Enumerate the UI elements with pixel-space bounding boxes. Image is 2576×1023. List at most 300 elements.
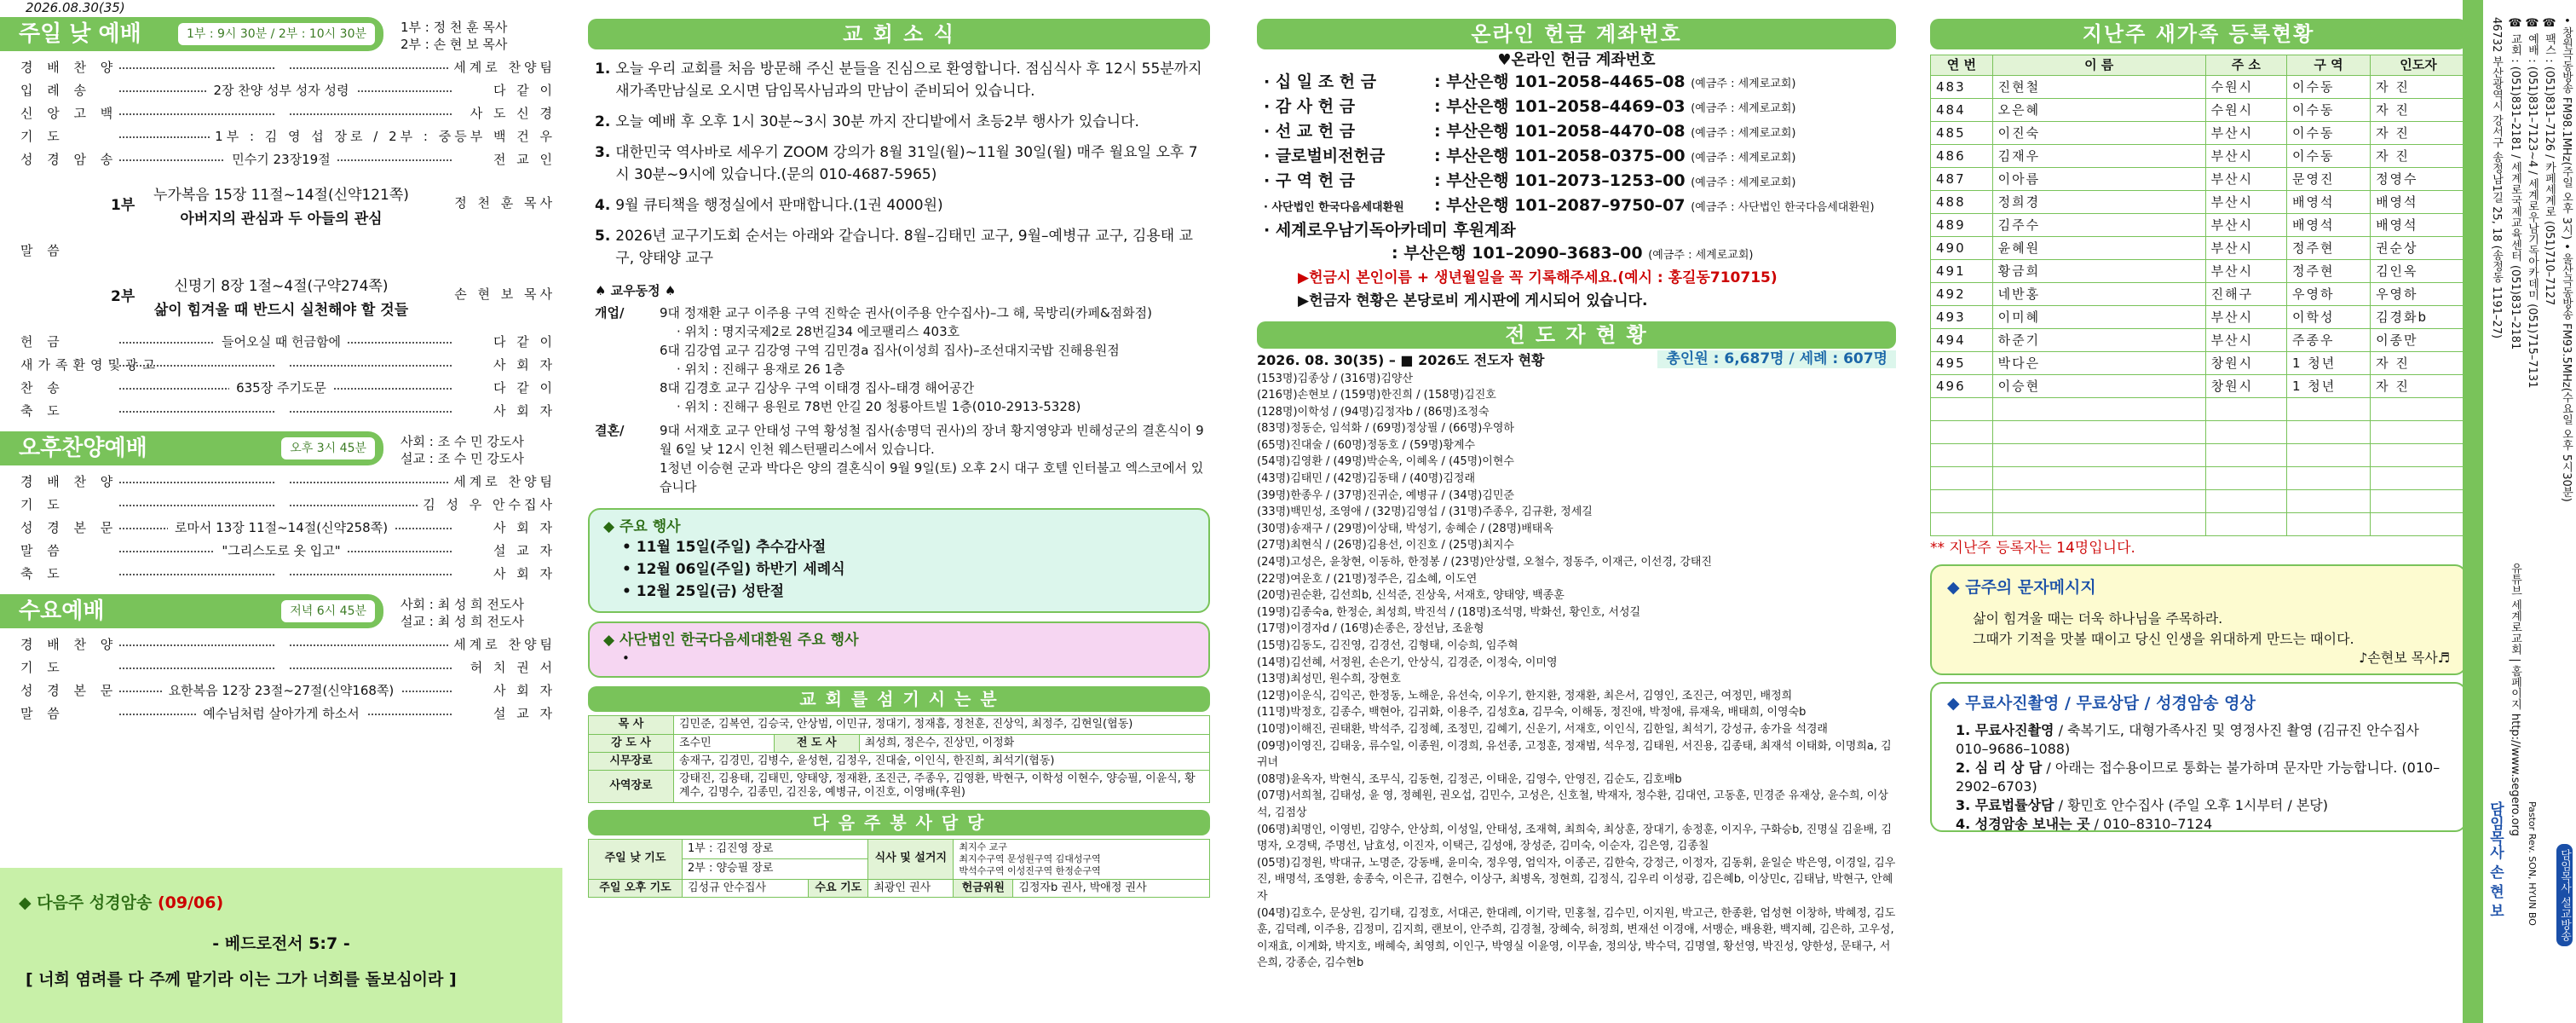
account-name: · 글로벌비전헌금 xyxy=(1264,146,1386,165)
order-content-text xyxy=(274,403,288,419)
table-cell xyxy=(1931,513,1993,536)
academy-bank: : 부산은행 101–2090–3683–00 xyxy=(1392,243,1643,263)
table-cell xyxy=(2205,398,2286,421)
table-cell: 오은혜 xyxy=(1992,99,2205,122)
table-cell: 이종만 xyxy=(2371,329,2467,352)
table-cell: 이승현 xyxy=(1992,375,2205,398)
event-item: • 12월 25일(금) 성탄절 xyxy=(622,583,785,601)
table-cell: 1 청년 xyxy=(2286,352,2370,375)
table-cell: 수원시 xyxy=(2205,99,2286,122)
duty-key: 식사 및 설거지 xyxy=(868,839,954,879)
church-website[interactable]: 유튜브 세계로교회 | 홈페이지 http://www.segero.org xyxy=(2509,563,2521,836)
assoc-box xyxy=(588,621,1210,678)
order-label: 헌 금 xyxy=(20,334,65,350)
table-cell: 492 xyxy=(1931,283,1993,306)
table-cell: 490 xyxy=(1931,237,1993,260)
table-cell: 부산시 xyxy=(2205,214,2286,237)
servers-value: 김민준, 김복연, 김승국, 안상범, 이민규, 정대기, 정재흠, 정천훈, 진상익, 최정주, 김현일(협동) xyxy=(674,716,1210,734)
order-content xyxy=(0,543,562,559)
table-cell: 이진숙 xyxy=(1992,122,2205,145)
opening-line: 9대 정재환 교구 이주용 구역 진학순 권사(이주용 안수집사)–그 해, 묵방리(카페&점화점) xyxy=(660,305,1153,321)
table-cell: 이수동 xyxy=(2286,145,2370,168)
newcomers-note: ** 지난주 등록자는 14명입니다. xyxy=(1930,540,2135,557)
evangelism-line: (10명)이해진, 권태환, 박석주, 김정혜, 조정민, 김혜기, 신운기, 서재호, 이인식, 김한일, 최석기, 강성규, 송가을 석경래 xyxy=(1257,722,1828,736)
table-cell: 부산시 xyxy=(2205,191,2286,214)
order-content xyxy=(0,152,562,168)
table-cell: 김인옥 xyxy=(2371,260,2467,283)
table-row xyxy=(1931,283,2467,306)
table-row xyxy=(1931,214,2467,237)
opening-line: · 위치 : 명지국제2로 28번길34 에코팰리스 403호 xyxy=(677,324,960,339)
sunday-am-title: 주일 낮 예배 xyxy=(19,21,141,47)
column-header: 이 름 xyxy=(1992,55,2205,76)
table-row xyxy=(1931,76,2467,99)
order-row xyxy=(0,563,562,586)
account-owner: (예금주 : 세계로교회) xyxy=(1691,151,1796,165)
table-cell xyxy=(1931,398,1993,421)
evangelism-line: (17명)이경자d / (16명)손종은, 장선남, 조윤형 xyxy=(1257,622,1484,636)
sunday-am-order xyxy=(0,56,562,171)
order-who: 사 도 신 경 xyxy=(465,106,556,122)
duty-meal-line: 최지수구역 문성원구역 김대성구역 xyxy=(959,852,1101,864)
order-label: 말 씀 xyxy=(20,543,65,558)
evangelism-line: (30명)송재구 / (29명)이상태, 박성기, 송혜순 / (28명)배태옥 xyxy=(1257,522,1553,535)
table-cell: 이수동 xyxy=(2286,99,2370,122)
broadcast-badge: 담임목사 설교방송 xyxy=(2556,844,2573,946)
account-row xyxy=(1264,71,1896,95)
table-cell: 자 진 xyxy=(2371,99,2467,122)
sermon-preacher: 정 천 훈 목사 xyxy=(449,195,556,211)
table-row xyxy=(1931,398,2467,421)
account-name: · 구 역 헌 금 xyxy=(1264,170,1356,190)
table-cell: 487 xyxy=(1931,168,1993,191)
wedding-list xyxy=(660,421,1210,496)
evangelism-line: (09명)이영진, 김태웅, 류수일, 이종원, 이경희, 유선종, 고정훈, 정재범, 석우정, 김태원, 서진용, 김종태, 최재석 이태화, 이명희a, 김귀녀 xyxy=(1257,739,1892,770)
table-cell: 자 진 xyxy=(2371,76,2467,99)
free-item xyxy=(1956,721,2450,759)
order-label: 경 배 찬 양 xyxy=(20,637,118,652)
sunday-am-role-1: 1부 : 정 천 훈 목사 xyxy=(401,20,508,35)
order-content-text xyxy=(274,660,288,675)
table-cell: 이미혜 xyxy=(1992,306,2205,329)
evangelism-line: (19명)김종숙a, 한정순, 최성희, 박진석 / (18명)조석명, 박화선, 황인호, 서성길 xyxy=(1257,605,1641,619)
news-item xyxy=(595,225,1210,269)
order-row xyxy=(0,56,562,79)
notice-1: ▶헌금시 본인이름 + 생년월일을 꼭 기록해주세요.(예시 : 홍길동710715) xyxy=(1298,269,1778,286)
next-verse-body: [ 너희 염려를 다 주께 맡기라 이는 그가 너희를 돌보심이라 ] xyxy=(26,970,457,989)
sermon-title: 아버지의 관심과 두 아들의 관심 xyxy=(180,211,383,228)
duty-key: 헌금위원 xyxy=(954,879,1013,897)
order-content-text xyxy=(274,497,288,512)
event-item: • 12월 06일(주일) 하반기 세례식 xyxy=(622,561,845,579)
opening-line: · 위치 : 진해구 용재로 26 1층 xyxy=(677,361,845,377)
duty-key: 주일 낮 기도 xyxy=(589,839,683,879)
table-row xyxy=(1931,467,2467,490)
order-row xyxy=(0,517,562,540)
account-owner: (예금주 : 세계로교회) xyxy=(1691,126,1796,140)
table-row xyxy=(1931,421,2467,444)
order-content-text xyxy=(274,637,288,652)
table-cell: 이수동 xyxy=(2286,122,2370,145)
order-label: 기 도 xyxy=(20,497,65,512)
duty-value: 2부 : 양승필 장로 xyxy=(683,859,868,880)
table-cell: 정영수 xyxy=(2371,168,2467,191)
event-text: 12월 06일(주일) 하반기 세례식 xyxy=(636,561,845,579)
free-list xyxy=(1947,721,2450,834)
sermon-row xyxy=(0,263,562,331)
order-label: 성 경 본 문 xyxy=(20,520,118,535)
account-row xyxy=(1264,145,1896,170)
free-item xyxy=(1956,815,2450,834)
newcomers-column xyxy=(1930,0,2467,1023)
order-who: 세계로 찬양팀 xyxy=(448,60,556,76)
servers-table xyxy=(588,715,1210,802)
table-cell: 수원시 xyxy=(2205,76,2286,99)
table-cell: 491 xyxy=(1931,260,1993,283)
servers-key: 시무장로 xyxy=(589,752,674,770)
servers-key: 사역장로 xyxy=(589,771,674,803)
order-content xyxy=(0,706,562,722)
free-item-text: / 축복기도, 대형가족사진 및 영정사진 촬영 (김규진 안수집사 010–9686–1088) xyxy=(1956,722,2419,757)
servers-key: 목 사 xyxy=(589,716,674,734)
order-row xyxy=(0,679,562,702)
news-text: 오늘 우리 교회를 처음 방문해 주신 분들을 진심으로 환영합니다. 점심식사 후 12시 55분까지 새가족만남실로 오시면 담임목사님과의 만남이 준비되어 있습니다. xyxy=(615,61,1202,100)
evangelism-line: (05명)김정원, 박대규, 노명준, 강동배, 윤미숙, 정우영, 엄익자, 이종곤, 김한숙, 강정근, 이정자, 김동휘, 윤일순 박은영, 이경일, 김우진, 배명석, 조영환, 송종숙, 이은규, 김현수, 이상구, 최병옥, 정현희, 김정식, 김우리 이성광, 김은혜b, 이상민c, 김태남, 박현구, 안혜자 xyxy=(1257,856,1896,903)
table-row xyxy=(1931,122,2467,145)
next-verse-date: (09/06) xyxy=(157,893,224,912)
evangelism-line: (153명)김종상 / (316명)김양산 xyxy=(1257,372,1414,385)
message-box xyxy=(1930,564,2467,675)
table-cell xyxy=(2371,513,2467,536)
wednesday-role-1: 사회 : 최 성 희 전도사 xyxy=(401,597,524,612)
order-label: 새가족환영및광고 xyxy=(20,357,160,373)
evangelism-header xyxy=(1257,352,1896,371)
evangelism-line: (15명)김동도, 김진영, 김경선, 김형태, 이승희, 임주혁 xyxy=(1257,639,1519,652)
academy-note: (예금주 : 세계로교회) xyxy=(1648,248,1754,262)
table-cell xyxy=(2286,467,2370,490)
radio-info: • 창원극동방송 FM98.1MHz(주일 오후 3시) • 울산극동방송 FM93.5MHz(수요일 오후 5시30분) xyxy=(2560,17,2573,502)
evangelism-line: (39명)한종우 / (37명)진귀순, 예병규 / (34명)김민준 xyxy=(1257,488,1514,502)
table-cell: 배영석 xyxy=(2286,214,2370,237)
opening-line: 6대 김강엽 교구 김강영 구역 김민경a 집사(이성희 집사)–조선대지국밥 진해용원점 xyxy=(660,343,1120,358)
message-line: 삶이 힘겨울 때는 더욱 하나님을 주목하라. xyxy=(1973,610,2223,627)
table-row xyxy=(1931,329,2467,352)
account-bank: : 부산은행 101–2058–0375–00 xyxy=(1434,146,1686,165)
free-item-title: 4. 성경암송 보내는 곳 xyxy=(1956,816,2090,832)
duty-value: 최광인 권사 xyxy=(868,879,954,897)
church-address: 46732 부산광역시 강서구 송정남1길 25, 18 (송정동 1191–27) xyxy=(2490,17,2503,339)
order-who: 전 교 인 xyxy=(488,152,556,168)
order-who: 사 회 자 xyxy=(488,403,556,419)
newcomers-title: 지난주 새가족 등록현황 xyxy=(1930,19,2467,49)
order-row xyxy=(0,377,562,400)
table-cell: 윤혜원 xyxy=(1992,237,2205,260)
table-cell: 하준기 xyxy=(1992,329,2205,352)
table-row xyxy=(1931,352,2467,375)
column-header: 인도자 xyxy=(2371,55,2467,76)
order-content xyxy=(0,403,562,419)
event-item: • 11월 15일(주일) 추수감사절 xyxy=(622,539,827,557)
account-bank: : 부산은행 101–2073–1253–00 xyxy=(1434,170,1686,190)
order-label: 말 씀 xyxy=(20,706,65,721)
message-title: ◆ 금주의 문자메시지 xyxy=(1947,578,2096,598)
column-header: 구 역 xyxy=(2286,55,2370,76)
free-item xyxy=(1956,796,2450,815)
message-line: 그때가 기적을 맛볼 때이고 당신 인생을 위대하게 만드는 때이다. xyxy=(1973,631,2354,647)
newcomers-table xyxy=(1930,55,2467,536)
column-header: 연 번 xyxy=(1931,55,1993,76)
table-cell xyxy=(1992,490,2205,513)
news-text: 오늘 예배 후 오후 1시 30분~3시 30분 까지 잔디밭에서 초등2부 행사가 있습니다. xyxy=(615,113,1139,130)
wednesday-order xyxy=(0,633,562,725)
table-cell: 493 xyxy=(1931,306,1993,329)
sunday-am-time: 1부 : 9시 30분 / 2부 : 10시 30분 xyxy=(178,23,375,45)
evangelism-line: (20명)권순환, 김선희b, 신석준, 진상욱, 서재호, 양태양, 백종훈 xyxy=(1257,589,1565,603)
order-content xyxy=(0,83,562,99)
events-box xyxy=(588,508,1210,613)
table-cell: 1 청년 xyxy=(2286,375,2370,398)
table-cell xyxy=(1931,444,1993,467)
table-cell: 부산시 xyxy=(2205,122,2286,145)
wednesday-header xyxy=(0,594,562,633)
table-row xyxy=(1931,99,2467,122)
order-row xyxy=(0,540,562,563)
order-label: 찬 송 xyxy=(20,380,65,396)
table-cell: 김주수 xyxy=(1992,214,2205,237)
table-row xyxy=(1931,306,2467,329)
table-row xyxy=(589,771,1210,803)
table-cell: 배영석 xyxy=(2286,191,2370,214)
evangelism-line: (11명)박정호, 김종수, 백현아, 김귀화, 이용주, 김성호a, 김무숙, 이해동, 정진애, 박정애, 류재욱, 배태희, 이영숙b xyxy=(1257,706,1807,720)
opening-line: 8대 김경호 교구 김상우 구역 이태경 집사–태경 해어공간 xyxy=(660,380,975,396)
order-content-text: 들어오실 때 헌금함에 xyxy=(215,334,348,350)
table-cell: 이수동 xyxy=(2286,76,2370,99)
sunday-am-header xyxy=(0,17,562,56)
order-label: 성 경 암 송 xyxy=(20,152,118,167)
order-content-text: 635장 주기도문 xyxy=(229,380,333,396)
table-cell: 자 진 xyxy=(2371,375,2467,398)
order-content-text xyxy=(274,106,288,121)
evangelism-line: (07명)서희철, 김태성, 윤 영, 정혜원, 권오섭, 김민수, 고성은, 신호철, 박재자, 정수환, 김대연, 고동훈, 민경준 유재상, 윤수희, 이상석, 김점상 xyxy=(1257,789,1888,819)
wednesday-title: 수요예배 xyxy=(19,598,105,624)
order-content-text xyxy=(274,357,288,373)
online-title: 온라인 헌금 계좌번호 xyxy=(1257,19,1896,49)
wednesday-role-2: 설교 : 최 성 희 전도사 xyxy=(401,614,524,629)
wedding-line: 9대 서재호 교구 안태성 구역 황성철 집사(송명덕 권사)의 장녀 황지영양과 빈해성군의 결혼식이 9월 6일 낮 12시 인천 웨스턴팰리스에서 있습니다. xyxy=(660,423,1204,457)
column-header: 주 소 xyxy=(2205,55,2286,76)
order-content-text: 로마서 13장 11절~14절(신약258쪽) xyxy=(168,520,395,535)
table-cell: 정주현 xyxy=(2286,260,2370,283)
order-who: 세계로 찬양팀 xyxy=(448,637,556,653)
table-cell xyxy=(2205,467,2286,490)
members-title: ♠ 교우동정 ♠ xyxy=(595,283,677,298)
table-cell: 정주현 xyxy=(2286,237,2370,260)
event-text: 11월 15일(주일) 추수감사절 xyxy=(636,539,827,557)
account-name: · 감 사 헌 금 xyxy=(1264,96,1356,116)
account-name: · 사단법인 한국다음세대환원 xyxy=(1264,200,1404,214)
order-label: 기 도 xyxy=(20,129,65,144)
table-cell: 483 xyxy=(1931,76,1993,99)
free-item-text: / 010–8310–7124 xyxy=(2094,816,2213,832)
next-verse-ref: - 베드로전서 5:7 - xyxy=(212,934,350,953)
order-label: 축 도 xyxy=(20,566,65,581)
evangelism-line: (08명)윤옥자, 박현식, 조무식, 김동현, 김정곤, 이태운, 김영수, 안영진, 김순도, 김호배b xyxy=(1257,772,1682,786)
news-item xyxy=(595,58,1210,102)
table-cell xyxy=(2286,398,2370,421)
news-num: 3. xyxy=(595,144,611,161)
news-text: 대한민국 역사바로 세우기 ZOOM 강의가 8월 31일(월)~11월 30일(월) 매주 월요일 오후 7시 30분~9시에 있습니다.(문의 010-4687-5965) xyxy=(615,144,1198,183)
order-label: 축 도 xyxy=(20,403,65,419)
servers-title: 교 회 를 섬 기 시 는 분 xyxy=(588,686,1210,712)
duty-meal-line: 최지수 교구 xyxy=(959,841,1007,852)
wedding-label: 결혼/ xyxy=(595,423,625,438)
news-list xyxy=(595,58,1210,269)
table-cell: 정희경 xyxy=(1992,191,2205,214)
free-item-title: 2. 심 리 상 담 xyxy=(1956,760,2043,776)
order-label: 기 도 xyxy=(20,660,65,675)
order-row xyxy=(0,354,562,377)
wednesday-time: 저녁 6시 45분 xyxy=(281,600,375,622)
evangelism-line: (83명)정동순, 임석화 / (69명)정상필 / (66명)우영하 xyxy=(1257,422,1514,436)
table-cell xyxy=(1992,398,2205,421)
table-cell xyxy=(1931,490,1993,513)
order-who: 사 회 자 xyxy=(488,566,556,582)
evangelism-line: (04명)김호수, 문상원, 김기태, 김정호, 서대곤, 한대례, 이기락, 민홍철, 김수민, 이지원, 박고근, 한종환, 엄성현 이창하, 박혜정, 김도훈, 김덕례, 이주용, 김정미, 김지희, 랜보이, 안주희, 김경철, 장혜숙, 허정희, 변재선 이경애, 서맹순, 배용환, 백지혜, 김은하, 고우성, 이재효, 이계화, 박지호, 배혜숙, 최영희, 이인구, 박영실 이윤영, 이무솔, 정의상, 박수덕, 김명열, 황선영, 박진성, 양한성, 문태구, 서은희, 강종순, 김수현b xyxy=(1257,906,1896,970)
church-tel-1: ☎ 교회 : (051)831–2181 / 세계로국제교육센터 (051)831–2181 xyxy=(2509,17,2521,350)
table-cell xyxy=(2286,513,2370,536)
table-cell: 진해구 xyxy=(2205,283,2286,306)
sunday-pm-role-1: 사회 : 조 수 민 강도사 xyxy=(401,434,524,449)
news-num: 5. xyxy=(595,228,611,245)
evangelism-line: (128명)이학성 / (94명)김정자b / (86명)조정숙 xyxy=(1257,405,1490,419)
order-who: 다 같 이 xyxy=(488,334,556,350)
table-cell xyxy=(1992,467,2205,490)
news-text: 2026년 교구기도회 순서는 아래와 같습니다. 8월–김태민 교구, 9월–예병규 교구, 김용태 교구, 양태양 교구 xyxy=(615,228,1193,267)
sunday-am-order-2 xyxy=(0,331,562,423)
duty-title: 다 음 주 봉 사 담 당 xyxy=(588,810,1210,835)
order-row xyxy=(0,633,562,656)
order-row xyxy=(0,79,562,102)
sunday-pm-role-2: 설교 : 조 수 민 강도사 xyxy=(401,451,524,466)
table-cell: 배영석 xyxy=(2371,191,2467,214)
order-label: 경 배 찬 양 xyxy=(20,60,118,75)
account-owner: (예금주 : 세계로교회) xyxy=(1691,77,1796,90)
order-who: 세계로 찬양팀 xyxy=(448,474,556,490)
newcomers-rows xyxy=(1931,76,2467,536)
free-item-title: 3. 무료법률상담 xyxy=(1956,797,2054,813)
table-cell xyxy=(1992,444,2205,467)
account-row xyxy=(1264,194,1896,219)
table-cell: 486 xyxy=(1931,145,1993,168)
duty-key: 주일 오후 기도 xyxy=(589,879,683,897)
table-cell: 부산시 xyxy=(2205,237,2286,260)
table-cell: 이학성 xyxy=(2286,306,2370,329)
order-who: 설 교 자 xyxy=(488,706,556,722)
table-cell: 박다은 xyxy=(1992,352,2205,375)
senior-pastor: 담임목사 손 현 보 xyxy=(2487,801,2504,918)
table-cell xyxy=(2286,490,2370,513)
pastor-en: Pastor Rev. SON, HYUN BO xyxy=(2527,801,2538,926)
sermon-title: 삶이 힘겨울 때 반드시 실천해야 할 것들 xyxy=(153,302,409,319)
evangelism-line: (14명)김선혜, 서정원, 손은기, 안상식, 김경준, 이정숙, 이미영 xyxy=(1257,656,1558,669)
order-label: 신 앙 고 백 xyxy=(20,106,118,121)
account-bank: : 부산은행 101–2058–4465–08 xyxy=(1434,72,1686,91)
sermon-text: 신명기 8장 1절~4절(구약274쪽) xyxy=(174,278,389,295)
account-owner: (예금주 : 사단법인 한국다음세대환원) xyxy=(1691,200,1875,214)
sunday-am-sermons xyxy=(0,171,562,331)
table-header-row xyxy=(1931,55,2467,76)
table-row xyxy=(1931,237,2467,260)
table-row xyxy=(1931,191,2467,214)
order-row xyxy=(0,400,562,423)
assoc-title: ◆ 사단법인 한국다음세대환원 주요 행사 xyxy=(603,632,859,650)
sermon-part: 1부 xyxy=(111,197,135,214)
order-content xyxy=(0,357,562,373)
table-cell: 자 진 xyxy=(2371,145,2467,168)
table-cell: 488 xyxy=(1931,191,1993,214)
evangelism-line: (216명)손현보 / (159명)한진희 / (158명)김진호 xyxy=(1257,389,1496,402)
evangelism-line: (65명)진대술 / (60명)정동호 / (59명)황계수 xyxy=(1257,438,1476,452)
table-cell: 부산시 xyxy=(2205,306,2286,329)
servers-value: 강태진, 김용태, 김태민, 양태양, 정재환, 조진근, 주종우, 김영환, 박현구, 이학성 이현수, 양승필, 이윤식, 황계수, 김명수, 김종민, 김진웅, 예병규, 이진호, 이영배(후원) xyxy=(674,771,1210,803)
evangelism-title: 전 도 자 현 황 xyxy=(1257,321,1896,349)
table-cell xyxy=(2371,467,2467,490)
order-content-text xyxy=(274,474,288,489)
evangelism-line: (13명)최성민, 원수희, 장현호 xyxy=(1257,673,1401,686)
news-item xyxy=(595,142,1210,186)
order-content-text: 예수님처럼 살아가게 하소서 xyxy=(196,706,366,721)
table-row xyxy=(1931,490,2467,513)
table-row xyxy=(589,752,1210,770)
online-subtitle-text: ♥온라인 헌금 계좌번호 xyxy=(1497,51,1656,69)
sunday-am-role-2: 2부 : 손 현 보 목사 xyxy=(401,37,508,52)
account-row xyxy=(1264,120,1896,145)
order-who: 사 회 자 xyxy=(488,357,556,373)
free-item-text: / 아래는 접수용이므로 통화는 불가하며 문자만 가능합니다. (010–2902–6703) xyxy=(1956,760,2441,795)
table-row xyxy=(1931,168,2467,191)
table-row xyxy=(1931,375,2467,398)
account-owner: (예금주 : 세계로교회) xyxy=(1691,101,1796,115)
order-content-text xyxy=(274,566,288,581)
account-name: · 선 교 헌 금 xyxy=(1264,121,1356,141)
table-row xyxy=(589,879,1210,897)
account-list xyxy=(1257,71,1896,219)
table-cell: 권순상 xyxy=(2371,237,2467,260)
account-name: · 십 일 조 헌 금 xyxy=(1264,72,1377,91)
order-content-text xyxy=(274,60,288,75)
notice-2: ▶헌금자 현황은 본당로비 게시판에 게시되어 있습니다. xyxy=(1298,292,1648,309)
message-sign: ♪손현보 목사♬ xyxy=(2359,650,2450,666)
order-content xyxy=(0,683,562,699)
academy-name: · 세계로우남기독아카데미 후원계좌 xyxy=(1264,220,1516,240)
table-cell: 자 진 xyxy=(2371,352,2467,375)
news-num: 1. xyxy=(595,61,611,78)
order-row xyxy=(0,471,562,494)
news-num: 4. xyxy=(595,197,611,214)
evangelism-line: (22명)여운호 / (21명)정주은, 김소혜, 이도연 xyxy=(1257,572,1478,586)
free-item-title: 1. 무료사진촬영 xyxy=(1956,722,2054,738)
table-cell: 부산시 xyxy=(2205,168,2286,191)
order-row xyxy=(0,656,562,679)
table-cell: 489 xyxy=(1931,214,1993,237)
order-row xyxy=(0,702,562,725)
opening-list xyxy=(660,303,1210,416)
duty-key: 수요 기도 xyxy=(809,879,868,897)
wedding-line: 1청년 이승현 군과 박다은 양의 결혼식이 9월 9일(토) 오후 2시 대구 호텔 인터불고 엑스코에서 있습니다 xyxy=(660,460,1204,494)
table-row xyxy=(1931,513,2467,536)
evangelism-line: (06명)최명인, 이영빈, 김양수, 안상희, 이성일, 안태성, 조재혁, 최희숙, 최상훈, 장대기, 송정훈, 이지우, 구화승b, 진명실 김윤배, 김명자, 오경택, 주명선, 남효성, 이진자, 이택근, 김성애, 장성준, 김미숙, 이순자, 김은영, 김종칠 xyxy=(1257,823,1893,853)
order-row xyxy=(0,331,562,354)
